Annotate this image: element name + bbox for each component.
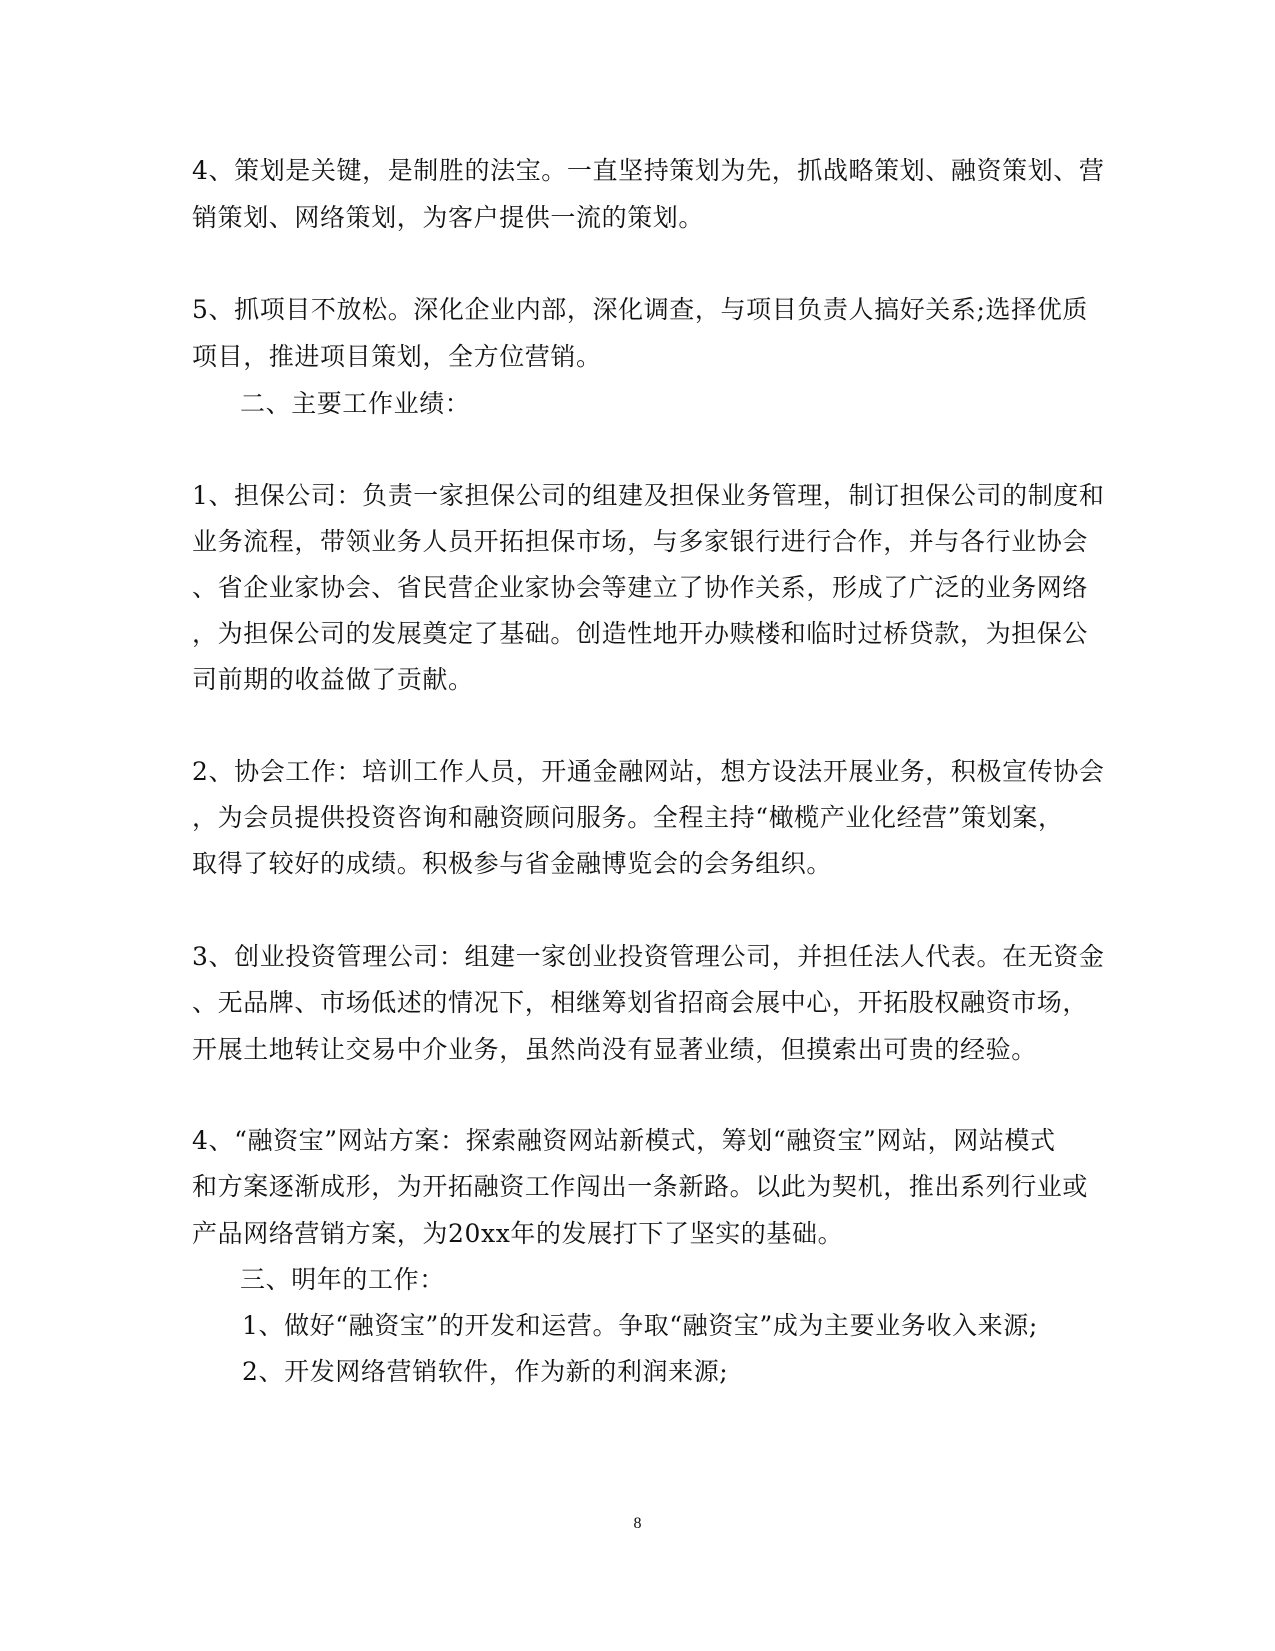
achievement-3-line-2: 、无品牌、市场低述的情况下，相继筹划省招商会展中心，开拓股权融资市场， [192,988,1089,1017]
page-number: 8 [633,1515,642,1532]
section-heading-2: 二、主要工作业绩： [240,389,471,418]
paragraph-5-line-1: 5、抓项目不放松。深化企业内部，深化调查，与项目负责人搞好关系;选择优质 [192,295,1088,324]
achievement-1-line-1: 1、担保公司：负责一家担保公司的组建及担保业务管理，制订担保公司的制度和 [192,481,1105,510]
achievement-1-line-3: 、省企业家协会、省民营企业家协会等建立了协作关系，形成了广泛的业务网络 [192,573,1089,602]
paragraph-4-line-2: 销策划、网络策划，为客户提供一流的策划。 [192,203,705,232]
paragraph-5-line-2: 项目，推进项目策划，全方位营销。 [192,342,602,371]
achievement-1-line-4: ，为担保公司的发展奠定了基础。创造性地开办赎楼和临时过桥贷款，为担保公 [192,619,1089,648]
achievement-2-line-3: 取得了较好的成绩。积极参与省金融博览会的会务组织。 [192,849,833,878]
achievement-2-line-2: ，为会员提供投资咨询和融资顾问服务。全程主持“橄榄产业化经营”策划案， [192,803,1064,832]
achievement-1-line-2: 业务流程，带领业务人员开拓担保市场，与多家银行进行合作，并与各行业协会 [192,527,1089,556]
next-year-item-2: 2、开发网络营销软件，作为新的利润来源; [242,1357,729,1386]
achievement-1-line-5: 司前期的收益做了贡献。 [192,665,474,694]
achievement-3-line-3: 开展土地转让交易中介业务，虽然尚没有显著业绩，但摸索出可贵的经验。 [192,1035,1037,1064]
achievement-4-line-2: 和方案逐渐成形，为开拓融资工作闯出一条新路。以此为契机，推出系列行业或 [192,1172,1089,1201]
section-heading-3: 三、明年的工作： [240,1265,445,1294]
achievement-3-line-1: 3、创业投资管理公司：组建一家创业投资管理公司，并担任法人代表。在无资金 [192,942,1105,971]
achievement-4-line-1: 4、“融资宝”网站方案：探索融资网站新模式，筹划“融资宝”网站，网站模式 [192,1126,1056,1155]
next-year-item-1: 1、做好“融资宝”的开发和运营。争取“融资宝”成为主要业务收入来源; [242,1311,1038,1340]
paragraph-4-line-1: 4、策划是关键，是制胜的法宝。一直坚持策划为先，抓战略策划、融资策划、营 [192,156,1105,185]
achievement-4-line-3: 产品网络营销方案，为20xx年的发展打下了坚实的基础。 [192,1219,844,1248]
achievement-2-line-1: 2、协会工作：培训工作人员，开通金融网站，想方设法开展业务，积极宣传协会 [192,757,1105,786]
